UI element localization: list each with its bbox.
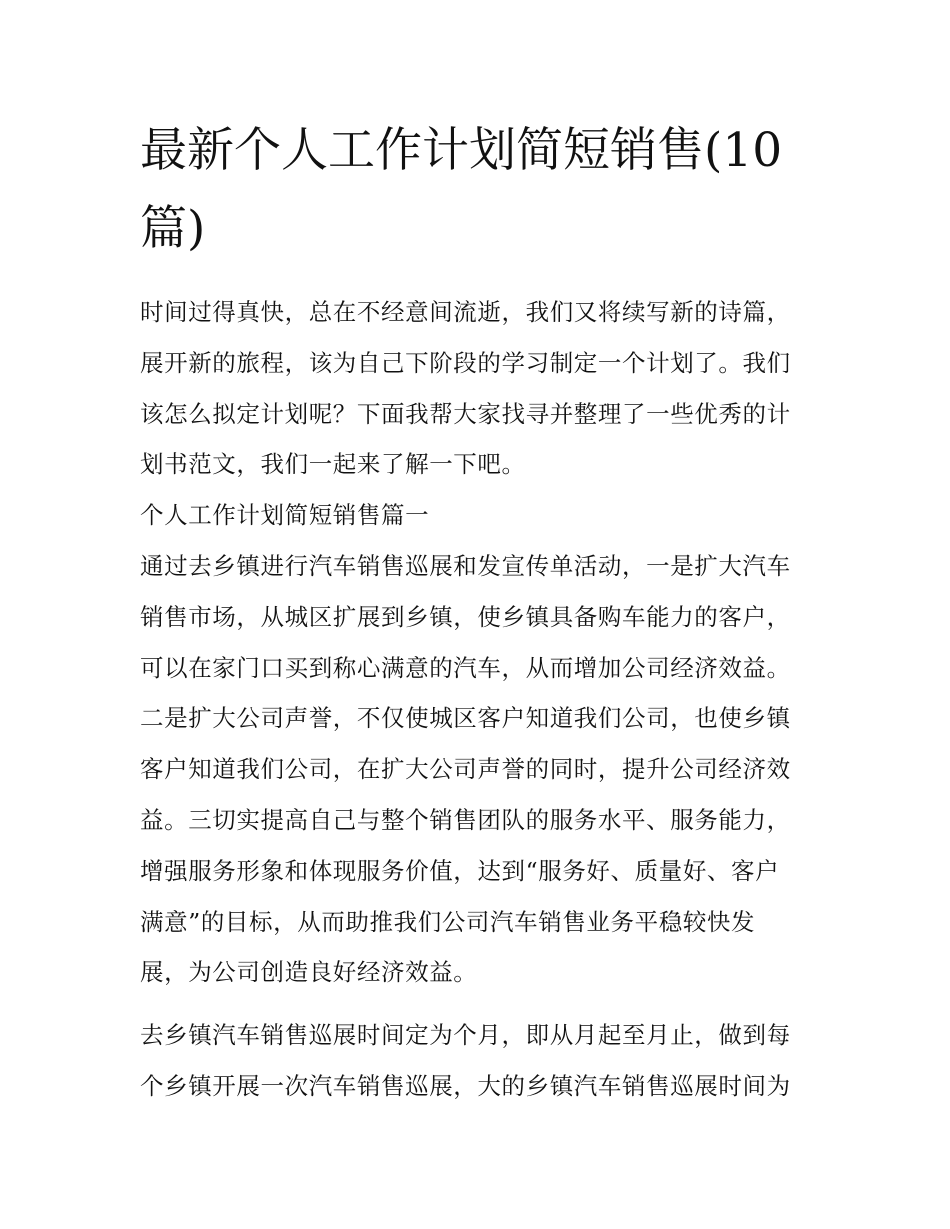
text-line: 增强服务形象和体现服务价值，达到“服务好、质量好、客户	[140, 856, 780, 885]
text-line: 展，为公司创造良好经济效益。	[140, 958, 478, 987]
text-line: 该怎么拟定计划呢？下面我帮大家找寻并整理了一些优秀的计	[140, 399, 791, 428]
text-line: 个乡镇开展一次汽车销售巡展，大的乡镇汽车销售巡展时间为	[140, 1071, 791, 1100]
title-line: 最新个人工作计划简短销售(10	[140, 123, 783, 178]
text-line: 满意”的目标，从而助推我们公司汽车销售业务平稳较快发	[140, 907, 756, 936]
text-line: 可以在家门口买到称心满意的汽车，从而增加公司经济效益。	[140, 653, 791, 682]
document-body	[140, 112, 812, 1112]
body-paragraph	[140, 541, 812, 998]
text-line: 划书范文，我们一起来了解一下吧。	[140, 450, 526, 479]
text-line: 益。三切实提高自己与整个销售团队的服务水平、服务能力，	[140, 805, 791, 834]
text-line: 二是扩大公司声誉，不仅使城区客户知道我们公司，也使乡镇	[140, 704, 791, 733]
text-line: 展开新的旅程，该为自己下阶段的学习制定一个计划了。我们	[140, 348, 791, 377]
text-line: 时间过得真快，总在不经意间流逝，我们又将续写新的诗篇，	[140, 298, 791, 326]
title-line: 篇)	[140, 201, 206, 256]
document-title	[140, 112, 812, 268]
text-line: 去乡镇汽车销售巡展时间定为个月，即从月起至月止，做到每	[140, 1021, 791, 1050]
text-line: 个人工作计划简短销售篇一	[140, 501, 430, 530]
section-heading	[140, 490, 812, 541]
text-line: 销售市场，从城区扩展到乡镇，使乡镇具备购车能力的客户，	[140, 602, 791, 631]
text-line: 客户知道我们公司，在扩大公司声誉的同时，提升公司经济效	[140, 755, 791, 784]
intro-paragraph	[140, 287, 812, 490]
text-line: 通过去乡镇进行汽车销售巡展和发宣传单活动，一是扩大汽车	[140, 551, 791, 580]
body-paragraph	[140, 1010, 812, 1112]
